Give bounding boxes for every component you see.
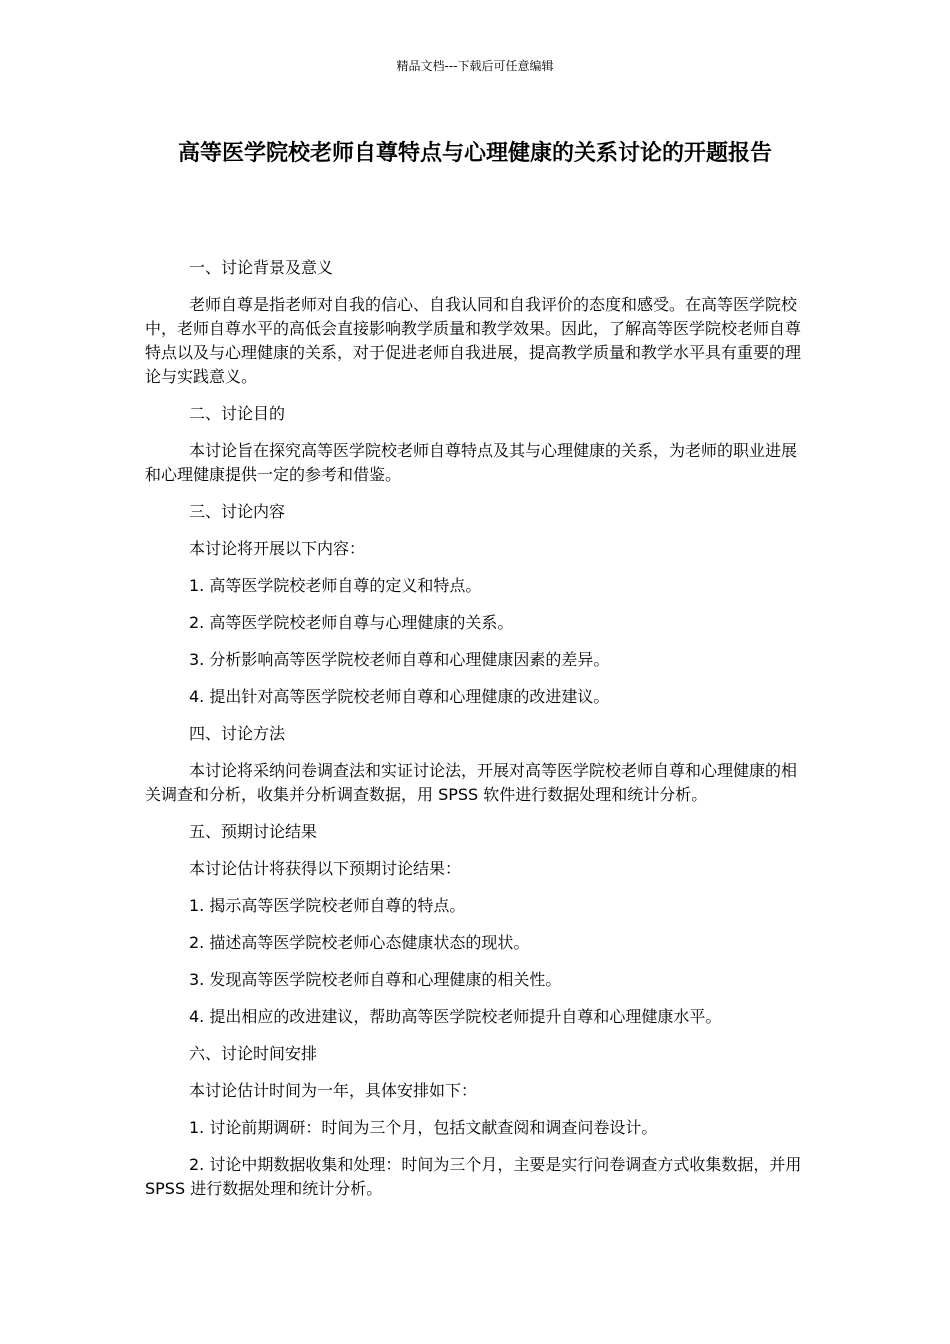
paragraph-schedule-intro: 本讨论估计时间为一年，具体安排如下：	[189, 1081, 478, 1100]
section-heading-method: 四、讨论方法	[189, 724, 286, 743]
list-item: 2. 讨论中期数据收集和处理：时间为三个月，主要是实行问卷调查方式收集数据，并用 SPSS 进行数据处理和统计分析。	[145, 1155, 802, 1198]
document-title: 高等医学院校老师自尊特点与心理健康的关系讨论的开题报告	[177, 141, 772, 166]
list-item: 1. 讨论前期调研：时间为三个月，包括文献查阅和调查问卷设计。	[189, 1118, 658, 1137]
list-item: 1. 揭示高等医学院校老师自尊的特点。	[189, 896, 466, 915]
list-item: 4. 提出相应的改进建议，帮助高等医学院校老师提升自尊和心理健康水平。	[189, 1007, 722, 1026]
section-heading-content: 三、讨论内容	[189, 502, 286, 521]
section-heading-background: 一、讨论背景及意义	[189, 258, 334, 277]
paragraph-expected-intro: 本讨论估计将获得以下预期讨论结果：	[189, 859, 462, 878]
list-item: 3. 发现高等医学院校老师自尊和心理健康的相关性。	[189, 970, 562, 989]
list-item: 3. 分析影响高等医学院校老师自尊和心理健康因素的差异。	[189, 650, 610, 669]
paragraph-background: 老师自尊是指老师对自我的信心、自我认同和自我评价的态度和感受。在高等医学院校中，老师自尊水平的高低会直接影响教学质量和教学效果。因此，了解高等医学院校老师自尊特点以及与心理健康的关系，对于促进老师自我进展，提高教学质量和教学水平具有重要的理论与实践意义。	[145, 295, 802, 386]
paragraph-purpose: 本讨论旨在探究高等医学院校老师自尊特点及其与心理健康的关系，为老师的职业进展和心理健康提供一定的参考和借鉴。	[145, 441, 798, 484]
section-heading-purpose: 二、讨论目的	[189, 404, 286, 423]
list-item: 2. 高等医学院校老师自尊与心理健康的关系。	[189, 613, 514, 632]
document-body	[145, 256, 805, 1214]
section-heading-expected-results: 五、预期讨论结果	[189, 822, 318, 841]
section-heading-schedule: 六、讨论时间安排	[189, 1044, 318, 1063]
list-item: 4. 提出针对高等医学院校老师自尊和心理健康的改进建议。	[189, 687, 610, 706]
page-header: 精品文档---下载后可任意编辑	[396, 59, 554, 73]
list-item: 1. 高等医学院校老师自尊的定义和特点。	[189, 576, 482, 595]
paragraph-method: 本讨论将采纳问卷调查法和实证讨论法，开展对高等医学院校老师自尊和心理健康的相关调查和分析，收集并分析调查数据，用 SPSS 软件进行数据处理和统计分析。	[145, 761, 798, 804]
paragraph-content-intro: 本讨论将开展以下内容：	[189, 539, 366, 558]
list-item: 2. 描述高等医学院校老师心态健康状态的现状。	[189, 933, 530, 952]
